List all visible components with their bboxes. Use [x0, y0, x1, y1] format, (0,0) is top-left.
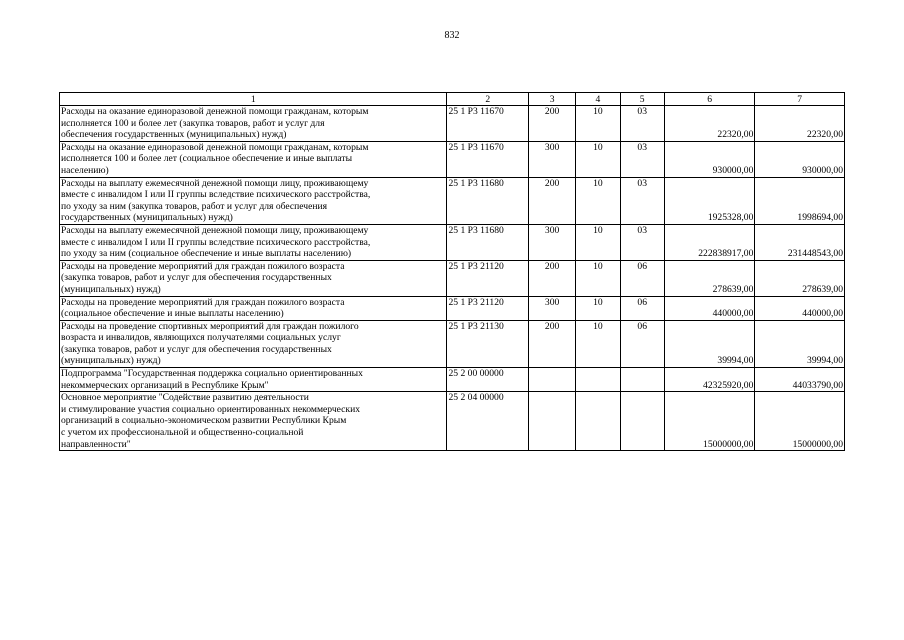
row-csr-cell: 25 1 Р3 11670	[447, 141, 529, 177]
row-name-line: вместе с инвалидом I или II группы вследствие психического расстройства,	[61, 189, 371, 201]
row-sum2-cell: 15000000,00	[755, 392, 845, 451]
row-pr-cell: 06	[620, 320, 664, 367]
row-csr-cell: 25 1 Р3 21120	[447, 260, 529, 296]
table-row	[60, 296, 845, 320]
table-row	[60, 392, 845, 451]
row-name-cell	[60, 320, 447, 367]
row-sum2-cell: 930000,00	[755, 141, 845, 177]
row-name-line: возраста и инвалидов, являющихся получателями социальных услуг	[61, 332, 341, 344]
row-csr-cell: 25 1 Р3 21130	[447, 320, 529, 367]
page-number: 832	[444, 30, 460, 41]
row-name-line: Расходы на выплату ежемесячной денежной помощи лицу, проживающему	[61, 224, 369, 236]
row-csr-cell: 25 1 Р3 11670	[447, 106, 529, 142]
row-vr-cell: 200	[528, 106, 575, 142]
row-pr-cell: 03	[620, 177, 664, 224]
row-vr-cell: 200	[528, 260, 575, 296]
row-name-line: государственных (муниципальных) нужд)	[61, 212, 233, 224]
row-pr-cell	[620, 368, 664, 392]
row-name-cell	[60, 177, 447, 224]
table-row	[60, 141, 845, 177]
row-name-cell	[60, 392, 447, 451]
row-name-line: обеспечения государственных (муниципальных) нужд)	[61, 129, 287, 141]
row-rz-cell: 10	[576, 320, 620, 367]
row-sum1-cell: 15000000,00	[664, 392, 755, 451]
header-row	[60, 93, 845, 106]
row-sum2-cell: 22320,00	[755, 106, 845, 142]
row-name-cell	[60, 224, 447, 260]
row-name-line: Основное мероприятие "Содействие развитию деятельности	[61, 392, 309, 404]
row-sum1-cell: 222838917,00	[664, 224, 755, 260]
row-csr-cell: 25 1 Р3 21120	[447, 296, 529, 320]
row-rz-cell	[576, 368, 620, 392]
row-rz-cell: 10	[576, 106, 620, 142]
row-name-line: организаций в социально-экономическом развитии Республики Крым	[61, 415, 347, 427]
row-name-line: и стимулирование участия социально ориентированных некоммерческих	[61, 403, 361, 415]
row-vr-cell: 200	[528, 320, 575, 367]
row-sum1-cell: 278639,00	[664, 260, 755, 296]
row-name-line: Расходы на проведение мероприятий для граждан пожилого возраста	[61, 260, 345, 272]
row-vr-cell	[528, 368, 575, 392]
row-sum1-cell: 39994,00	[664, 320, 755, 367]
row-sum2-cell: 440000,00	[755, 296, 845, 320]
row-sum1-cell: 22320,00	[664, 106, 755, 142]
row-name-line: Расходы на оказание единоразовой денежной помощи гражданам, которым	[61, 141, 369, 153]
column-header-vr: 3	[528, 93, 575, 106]
row-name-line: Расходы на проведение спортивных мероприятий для граждан пожилого	[61, 320, 359, 332]
row-rz-cell	[576, 392, 620, 451]
table-row	[60, 106, 845, 142]
row-name-cell	[60, 141, 447, 177]
row-name-line: направленности"	[61, 438, 131, 450]
row-name-cell	[60, 368, 447, 392]
row-name-line: некоммерческих организаций в Республике Крым"	[61, 379, 269, 391]
table-row	[60, 177, 845, 224]
row-rz-cell: 10	[576, 177, 620, 224]
row-name-cell	[60, 296, 447, 320]
row-name-line: (муниципальных) нужд)	[61, 283, 161, 295]
row-sum2-cell: 44033790,00	[755, 368, 845, 392]
row-name-line: населению)	[61, 164, 109, 176]
column-header-csr: 2	[447, 93, 529, 106]
row-rz-cell: 10	[576, 260, 620, 296]
row-pr-cell: 06	[620, 296, 664, 320]
row-name-line: по уходу за ним (закупка товаров, работ и услуг для обеспечения	[61, 200, 328, 212]
row-pr-cell: 03	[620, 141, 664, 177]
row-sum1-cell: 930000,00	[664, 141, 755, 177]
row-csr-cell: 25 2 04 00000	[447, 392, 529, 451]
row-rz-cell: 10	[576, 141, 620, 177]
row-sum1-cell: 440000,00	[664, 296, 755, 320]
row-csr-cell: 25 1 Р3 11680	[447, 224, 529, 260]
budget-table	[59, 92, 845, 451]
row-name-line: (муниципальных) нужд)	[61, 355, 161, 367]
row-name-line: Подпрограмма "Государственная поддержка социально ориентированных	[61, 368, 363, 380]
row-sum2-cell: 1998694,00	[755, 177, 845, 224]
row-pr-cell: 06	[620, 260, 664, 296]
row-name-cell	[60, 260, 447, 296]
row-sum2-cell: 231448543,00	[755, 224, 845, 260]
row-sum2-cell: 39994,00	[755, 320, 845, 367]
row-sum1-cell: 42325920,00	[664, 368, 755, 392]
row-csr-cell: 25 1 Р3 11680	[447, 177, 529, 224]
table-row	[60, 320, 845, 367]
row-vr-cell: 300	[528, 296, 575, 320]
row-vr-cell	[528, 392, 575, 451]
column-header-name: 1	[60, 93, 447, 106]
row-name-line: (социальное обеспечение и иные выплаты населению)	[61, 308, 284, 320]
row-name-line: (закупка товаров, работ и услуг для обеспечения государственных	[61, 343, 332, 355]
row-rz-cell: 10	[576, 296, 620, 320]
row-name-line: вместе с инвалидом I или II группы вследствие психического расстройства,	[61, 236, 371, 248]
row-name-line: Расходы на выплату ежемесячной денежной помощи лицу, проживающему	[61, 177, 369, 189]
column-header-sum2: 7	[755, 93, 845, 106]
table-row	[60, 368, 845, 392]
row-sum1-cell: 1925328,00	[664, 177, 755, 224]
row-rz-cell: 10	[576, 224, 620, 260]
row-name-line: исполняется 100 и более лет (социальное обеспечение и иные выплаты	[61, 153, 353, 165]
row-sum2-cell: 278639,00	[755, 260, 845, 296]
row-name-line: Расходы на оказание единоразовой денежной помощи гражданам, которым	[61, 106, 369, 117]
row-name-line: по уходу за ним (социальное обеспечение и иные выплаты населению)	[61, 248, 352, 260]
row-pr-cell	[620, 392, 664, 451]
row-name-cell	[60, 106, 447, 142]
row-pr-cell: 03	[620, 106, 664, 142]
row-vr-cell: 300	[528, 224, 575, 260]
row-name-line: с учетом их профессиональной и общественно-социальной	[61, 427, 304, 439]
row-vr-cell: 200	[528, 177, 575, 224]
table-row	[60, 260, 845, 296]
column-header-pr: 5	[620, 93, 664, 106]
table-row	[60, 224, 845, 260]
column-header-rz: 4	[576, 93, 620, 106]
row-csr-cell: 25 2 00 00000	[447, 368, 529, 392]
row-pr-cell: 03	[620, 224, 664, 260]
row-name-line: исполняется 100 и более лет (закупка товаров, работ и услуг для	[61, 117, 325, 129]
row-name-line: (закупка товаров, работ и услуг для обеспечения государственных	[61, 272, 332, 284]
row-vr-cell: 300	[528, 141, 575, 177]
row-name-line: Расходы на проведение мероприятий для граждан пожилого возраста	[61, 296, 345, 308]
column-header-sum1: 6	[664, 93, 755, 106]
